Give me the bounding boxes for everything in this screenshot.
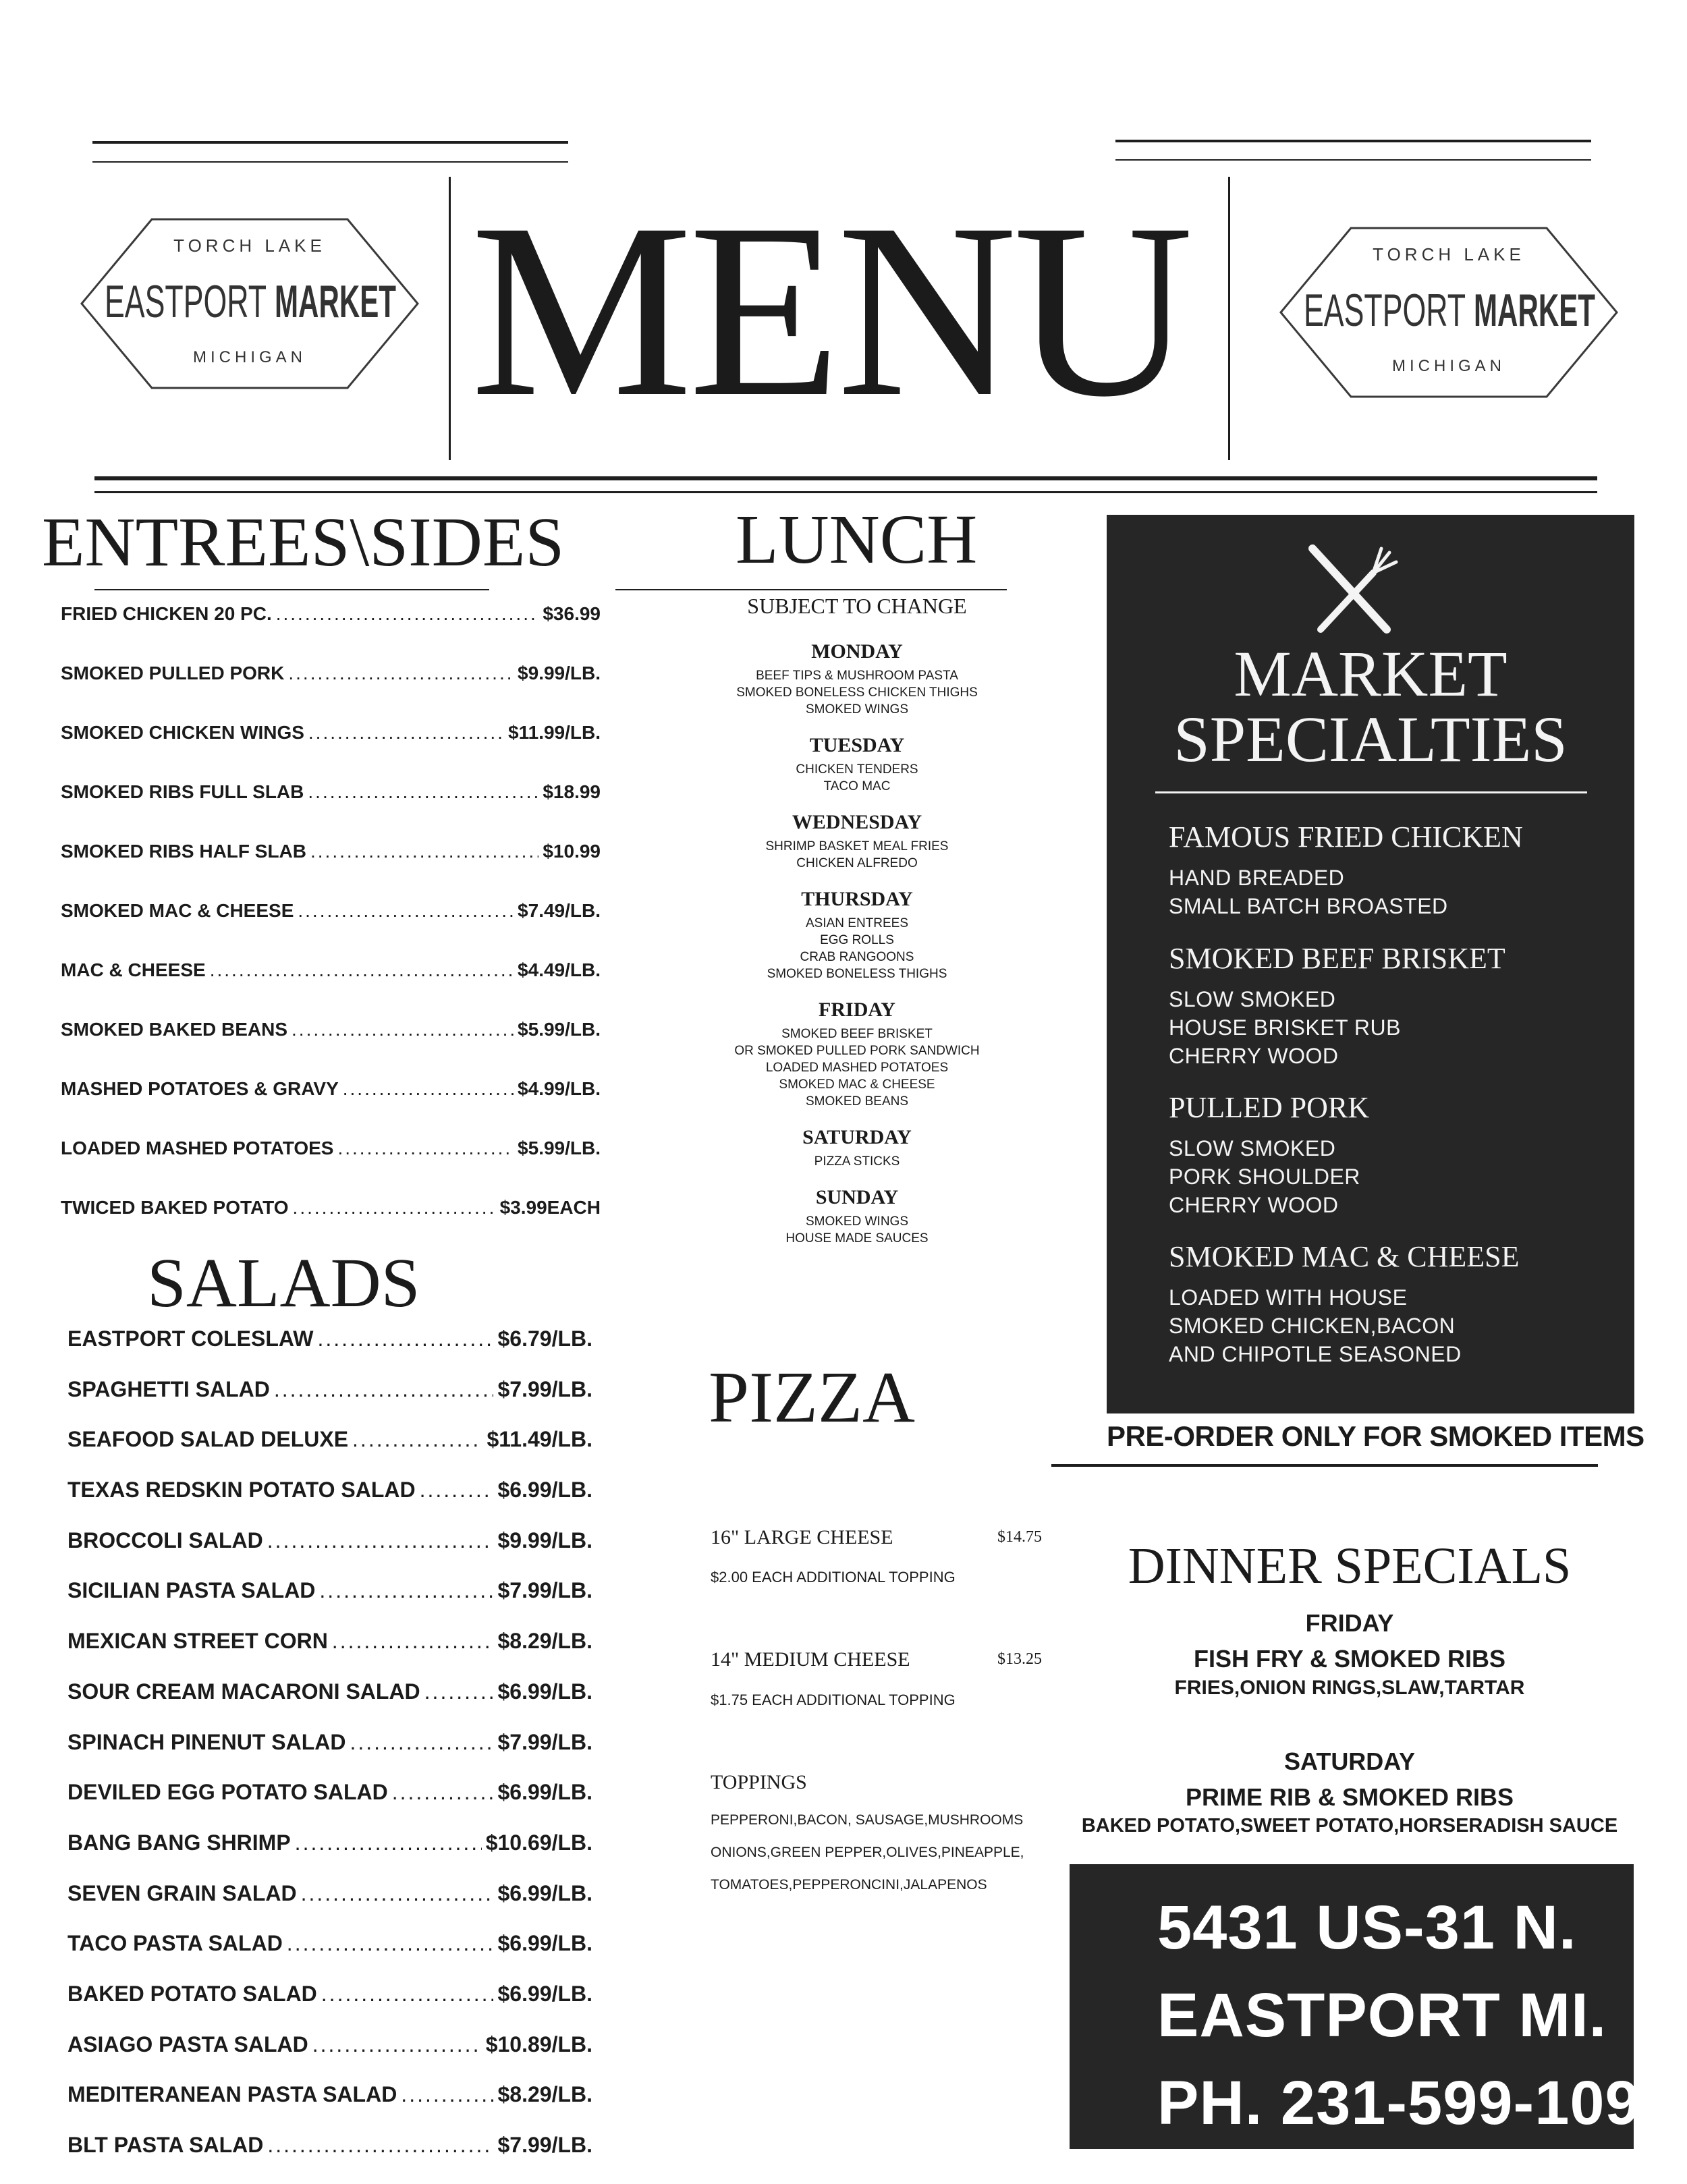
specialties-title-line1: MARKET <box>1234 638 1508 710</box>
day-item: EGG ROLLS <box>820 933 894 947</box>
menu-row <box>61 663 601 722</box>
toppings-line: ONIONS,GREEN PEPPER,OLIVES,PINEAPPLE, <box>711 1845 1024 1860</box>
specialty-line: CHERRY WOOD <box>1169 1193 1339 1217</box>
dinner-saturday-main: PRIME RIB & SMOKED RIBS <box>1185 1783 1514 1811</box>
dinner-friday-main: FISH FRY & SMOKED RIBS <box>1193 1645 1506 1673</box>
menu-row <box>67 1478 592 1528</box>
specialty-line: SLOW SMOKED <box>1169 1136 1336 1160</box>
item-price: $5.99/LB. <box>518 1138 601 1158</box>
market-specialties-panel <box>1107 515 1634 1413</box>
dot-leader <box>343 1078 514 1100</box>
item-name: SPAGHETTI SALAD <box>67 1376 270 1401</box>
menu-row <box>67 1427 592 1478</box>
lunch-heading-rule <box>615 589 1007 590</box>
item-name: FRIED CHICKEN 20 PC. <box>61 603 272 624</box>
day-item: SMOKED WINGS <box>805 702 908 717</box>
pizza-medium-note: $1.75 EACH ADDITIONAL TOPPING <box>711 1691 956 1708</box>
specialty-line: CHERRY WOOD <box>1169 1044 1339 1068</box>
dot-leader <box>287 1931 494 1956</box>
lunch-day <box>628 640 1086 718</box>
item-name: MAC & CHEESE <box>61 959 206 980</box>
dot-leader <box>288 663 514 684</box>
menu-row <box>61 722 601 781</box>
pizza-heading: PIZZA <box>709 1357 915 1438</box>
item-name: SMOKED CHICKEN WINGS <box>61 722 304 743</box>
dot-leader <box>267 1528 494 1553</box>
item-name: BAKED POTATO SALAD <box>67 1981 317 2006</box>
specialty-item <box>1169 1239 1520 1368</box>
menu-row <box>67 1578 592 1629</box>
dot-leader <box>424 1679 494 1704</box>
day-name: THURSDAY <box>801 888 913 910</box>
logo-bottom-text: MICHIGAN <box>193 348 306 366</box>
specialty-name: PULLED PORK <box>1169 1091 1370 1124</box>
logo-top-text: TORCH LAKE <box>1373 244 1525 264</box>
item-price: $9.99/LB. <box>497 1528 592 1552</box>
entrees-heading-rule <box>94 589 489 590</box>
item-price: $6.99/LB. <box>497 1780 592 1805</box>
dot-leader <box>308 781 538 803</box>
dot-leader <box>319 1578 493 1603</box>
menu-row <box>61 603 601 663</box>
item-price: $7.99/LB. <box>497 1729 592 1754</box>
item-name: SMOKED PULLED PORK <box>61 663 285 683</box>
dot-leader <box>276 603 539 625</box>
item-price: $10.69/LB. <box>485 1830 592 1855</box>
day-name: MONDAY <box>811 640 903 663</box>
main-rule-thick <box>94 476 1597 480</box>
logo-top-text: TORCH LAKE <box>173 235 326 256</box>
specialty-name: SMOKED BEEF BRISKET <box>1169 942 1505 975</box>
pizza-medium-price: $13.25 <box>997 1650 1042 1668</box>
item-name: MEXICAN STREET CORN <box>67 1629 328 1654</box>
lunch-heading: LUNCH <box>736 501 978 578</box>
preorder-rule <box>1051 1464 1598 1467</box>
item-price: $10.89/LB. <box>485 2032 592 2056</box>
day-item: CRAB RANGOONS <box>800 950 914 964</box>
item-name: SEVEN GRAIN SALAD <box>67 1880 297 1905</box>
dot-leader <box>298 900 514 922</box>
item-name: SEAFOOD SALAD DELUXE <box>67 1427 349 1452</box>
dot-leader <box>301 1881 494 1906</box>
lunch-subtitle: SUBJECT TO CHANGE <box>747 594 967 618</box>
dot-leader <box>337 1138 514 1159</box>
logo-brand-light: EASTPORT <box>105 276 267 327</box>
header-rule-right-top <box>1115 140 1591 142</box>
item-name: LOADED MASHED POTATOES <box>61 1138 334 1158</box>
toppings-line: TOMATOES,PEPPERONCINI,JALAPENOS <box>711 1877 987 1893</box>
title-divider-left <box>449 177 451 460</box>
menu-row <box>67 1528 592 1579</box>
dot-leader <box>295 1830 482 1855</box>
eastport-market-logo-left <box>78 213 422 395</box>
day-item: OR SMOKED PULLED PORK SANDWICH <box>734 1044 980 1058</box>
item-name: SOUR CREAM MACARONI SALAD <box>67 1679 420 1704</box>
item-price: $8.29/LB. <box>497 1629 592 1654</box>
item-name: SPINACH PINENUT SALAD <box>67 1729 346 1754</box>
menu-row <box>67 2082 592 2133</box>
specialty-name: SMOKED MAC & CHEESE <box>1169 1240 1520 1273</box>
day-name: WEDNESDAY <box>792 811 922 833</box>
day-item: BEEF TIPS & MUSHROOM PASTA <box>756 669 958 683</box>
menu-row <box>61 781 601 841</box>
pizza-large-price: $14.75 <box>997 1528 1042 1546</box>
dinner-heading: DINNER SPECIALS <box>1128 1538 1572 1594</box>
item-name: BLT PASTA SALAD <box>67 2133 264 2157</box>
menu-row <box>61 1019 601 1078</box>
item-price: $5.99/LB. <box>518 1019 601 1040</box>
item-price: $10.99 <box>543 841 601 862</box>
item-name: DEVILED EGG POTATO SALAD <box>67 1780 388 1805</box>
specialty-line: HOUSE BRISKET RUB <box>1169 1015 1401 1040</box>
specialty-line: SMOKED CHICKEN,BACON <box>1169 1314 1456 1338</box>
entrees-list <box>61 603 601 1256</box>
pizza-large-note: $2.00 EACH ADDITIONAL TOPPING <box>711 1569 956 1586</box>
item-price: $7.99/LB. <box>497 1578 592 1603</box>
menu-row <box>67 2133 592 2183</box>
dot-leader <box>292 1019 514 1040</box>
lunch-day <box>628 734 1086 795</box>
menu-row <box>67 1679 592 1730</box>
entrees-heading: ENTREES\SIDES <box>42 503 565 581</box>
day-item: TACO MAC <box>823 779 891 793</box>
item-price: $6.99/LB. <box>497 1880 592 1905</box>
salads-heading: SALADS <box>147 1244 420 1322</box>
header-rule-right-bottom <box>1115 159 1591 161</box>
specialty-line: SMALL BATCH BROASTED <box>1169 894 1448 918</box>
day-item: CHICKEN TENDERS <box>796 762 918 777</box>
day-name: SATURDAY <box>802 1126 912 1148</box>
item-price: $6.99/LB. <box>497 1931 592 1956</box>
item-price: $6.99/LB. <box>497 1478 592 1503</box>
item-price: $4.49/LB. <box>518 959 601 980</box>
item-price: $6.79/LB. <box>497 1326 592 1351</box>
dinner-saturday-sides: BAKED POTATO,SWEET POTATO,HORSERADISH SAUCE <box>1081 1815 1618 1837</box>
logo-brand-light: EASTPORT <box>1304 285 1466 336</box>
item-price: $11.49/LB. <box>487 1427 592 1452</box>
dot-leader <box>267 2133 493 2158</box>
dot-leader <box>420 1478 494 1503</box>
lunch-schedule <box>628 594 1086 1263</box>
main-rule-thin <box>94 491 1597 493</box>
lunch-day <box>628 999 1086 1110</box>
menu-row <box>67 1780 592 1830</box>
item-name: BANG BANG SHRIMP <box>67 1830 291 1855</box>
item-price: $7.99/LB. <box>497 2133 592 2157</box>
menu-row <box>61 900 601 959</box>
toppings-heading: TOPPINGS <box>711 1771 807 1793</box>
menu-row <box>67 1881 592 1932</box>
day-item: HOUSE MADE SAUCES <box>785 1231 929 1245</box>
day-item: SHRIMP BASKET MEAL FRIES <box>765 839 949 853</box>
dot-leader <box>210 959 514 981</box>
item-name: TACO PASTA SALAD <box>67 1931 283 1956</box>
menu-row <box>67 1830 592 1881</box>
day-item: SMOKED MAC & CHEESE <box>779 1077 935 1092</box>
item-name: SICILIAN PASTA SALAD <box>67 1578 316 1603</box>
day-item: SMOKED BONELESS THIGHS <box>767 967 947 981</box>
header-rule-left-top <box>92 141 568 144</box>
item-name: SMOKED RIBS FULL SLAB <box>61 781 304 802</box>
specialty-line: HAND BREADED <box>1169 866 1345 890</box>
menu-row <box>67 1326 592 1377</box>
item-price: $7.99/LB. <box>497 1376 592 1401</box>
menu-row <box>61 1138 601 1197</box>
dot-leader <box>293 1197 496 1219</box>
dot-leader <box>352 1427 482 1452</box>
item-price: $9.99/LB. <box>518 663 601 683</box>
dot-leader <box>274 1377 494 1402</box>
day-name: TUESDAY <box>809 734 905 756</box>
specialty-item <box>1169 820 1523 920</box>
item-price: $36.99 <box>543 603 601 624</box>
menu-row <box>61 1078 601 1138</box>
logo-brand-bold: MARKET <box>1474 285 1595 336</box>
lunch-day <box>628 811 1086 872</box>
dot-leader <box>312 2032 482 2057</box>
specialty-line: SLOW SMOKED <box>1169 987 1336 1011</box>
day-item: SMOKED WINGS <box>805 1214 908 1229</box>
address-street: 5431 US-31 N. <box>1157 1893 1577 1962</box>
day-name: FRIDAY <box>819 999 895 1021</box>
item-name: SMOKED MAC & CHEESE <box>61 900 294 921</box>
menu-row <box>67 1629 592 1679</box>
item-price: $8.29/LB. <box>497 2082 592 2107</box>
specialties-title-line2: SPECIALTIES <box>1173 703 1568 775</box>
specialty-item <box>1169 941 1505 1070</box>
specialty-line: PORK SHOULDER <box>1169 1165 1360 1189</box>
day-item: SMOKED BEANS <box>805 1094 909 1109</box>
day-item: SMOKED BEEF BRISKET <box>781 1027 933 1041</box>
item-name: MASHED POTATOES & GRAVY <box>61 1078 339 1099</box>
item-name: EASTPORT COLESLAW <box>67 1326 314 1351</box>
item-name: MEDITERANEAN PASTA SALAD <box>67 2082 397 2107</box>
menu-row <box>61 841 601 900</box>
item-name: BROCCOLI SALAD <box>67 1528 263 1552</box>
menu-row <box>67 2032 592 2083</box>
pizza-medium-name: 14" MEDIUM CHEESE <box>711 1648 910 1671</box>
dot-leader <box>350 1730 493 1755</box>
phone-number: PH. 231-599-1099 <box>1157 2069 1676 2137</box>
day-item: ASIAN ENTREES <box>805 916 909 930</box>
item-price: $11.99/LB. <box>508 722 601 743</box>
lunch-day <box>628 888 1086 982</box>
pizza-large-name: 16" LARGE CHEESE <box>711 1526 893 1548</box>
specialty-line: LOADED WITH HOUSE <box>1169 1285 1408 1310</box>
item-name: ASIAGO PASTA SALAD <box>67 2032 308 2056</box>
title-divider-right <box>1228 177 1230 460</box>
dinner-friday-sides: FRIES,ONION RINGS,SLAW,TARTAR <box>1174 1677 1525 1699</box>
item-name: TEXAS REDSKIN POTATO SALAD <box>67 1478 416 1503</box>
eastport-market-logo-right <box>1277 221 1621 403</box>
dot-leader <box>310 841 538 862</box>
fork-knife-icon <box>1306 543 1400 634</box>
dinner-saturday-day: SATURDAY <box>1283 1747 1416 1775</box>
lunch-day <box>628 1126 1086 1170</box>
preorder-note: PRE-ORDER ONLY FOR SMOKED ITEMS <box>1107 1420 1644 1452</box>
item-price: $6.99/LB. <box>497 1981 592 2006</box>
item-price: $6.99/LB. <box>497 1679 592 1704</box>
dot-leader <box>332 1629 494 1654</box>
menu-row <box>67 1377 592 1428</box>
day-name: SUNDAY <box>815 1186 899 1208</box>
address-city: EASTPORT MI. <box>1157 1981 1607 2050</box>
menu-row <box>67 1982 592 2032</box>
specialties-rule <box>1155 791 1587 793</box>
day-item: SMOKED BONELESS CHICKEN THIGHS <box>736 685 978 700</box>
dot-leader <box>392 1780 494 1805</box>
item-price: $18.99 <box>543 781 601 802</box>
toppings-line: PEPPERONI,BACON, SAUSAGE,MUSHROOMS <box>711 1812 1024 1828</box>
dinner-friday-day: FRIDAY <box>1305 1609 1394 1637</box>
dot-leader <box>308 722 504 744</box>
item-price: $3.99EACH <box>499 1197 601 1218</box>
page-title: MENU <box>470 172 1190 449</box>
item-name: SMOKED BAKED BEANS <box>61 1019 288 1040</box>
item-name: TWICED BAKED POTATO <box>61 1197 289 1218</box>
day-item: LOADED MASHED POTATOES <box>765 1061 949 1075</box>
header-rule-left-bottom <box>92 161 568 163</box>
day-item: PIZZA STICKS <box>814 1154 900 1169</box>
specialty-name: FAMOUS FRIED CHICKEN <box>1169 820 1523 853</box>
dot-leader <box>321 1982 494 2007</box>
menu-row <box>61 959 601 1019</box>
menu-row <box>67 1730 592 1781</box>
dot-leader <box>401 2082 493 2107</box>
dot-leader <box>317 1326 493 1351</box>
specialty-item <box>1169 1090 1369 1219</box>
menu-row <box>67 1931 592 1982</box>
day-item: CHICKEN ALFREDO <box>796 856 918 870</box>
salads-list <box>67 1326 592 2183</box>
item-name: SMOKED RIBS HALF SLAB <box>61 841 306 862</box>
lunch-day <box>628 1186 1086 1247</box>
item-price: $7.49/LB. <box>518 900 601 921</box>
specialty-line: AND CHIPOTLE SEASONED <box>1169 1342 1462 1366</box>
logo-brand-bold: MARKET <box>275 276 396 327</box>
item-price: $4.99/LB. <box>518 1078 601 1099</box>
logo-bottom-text: MICHIGAN <box>1392 357 1505 375</box>
